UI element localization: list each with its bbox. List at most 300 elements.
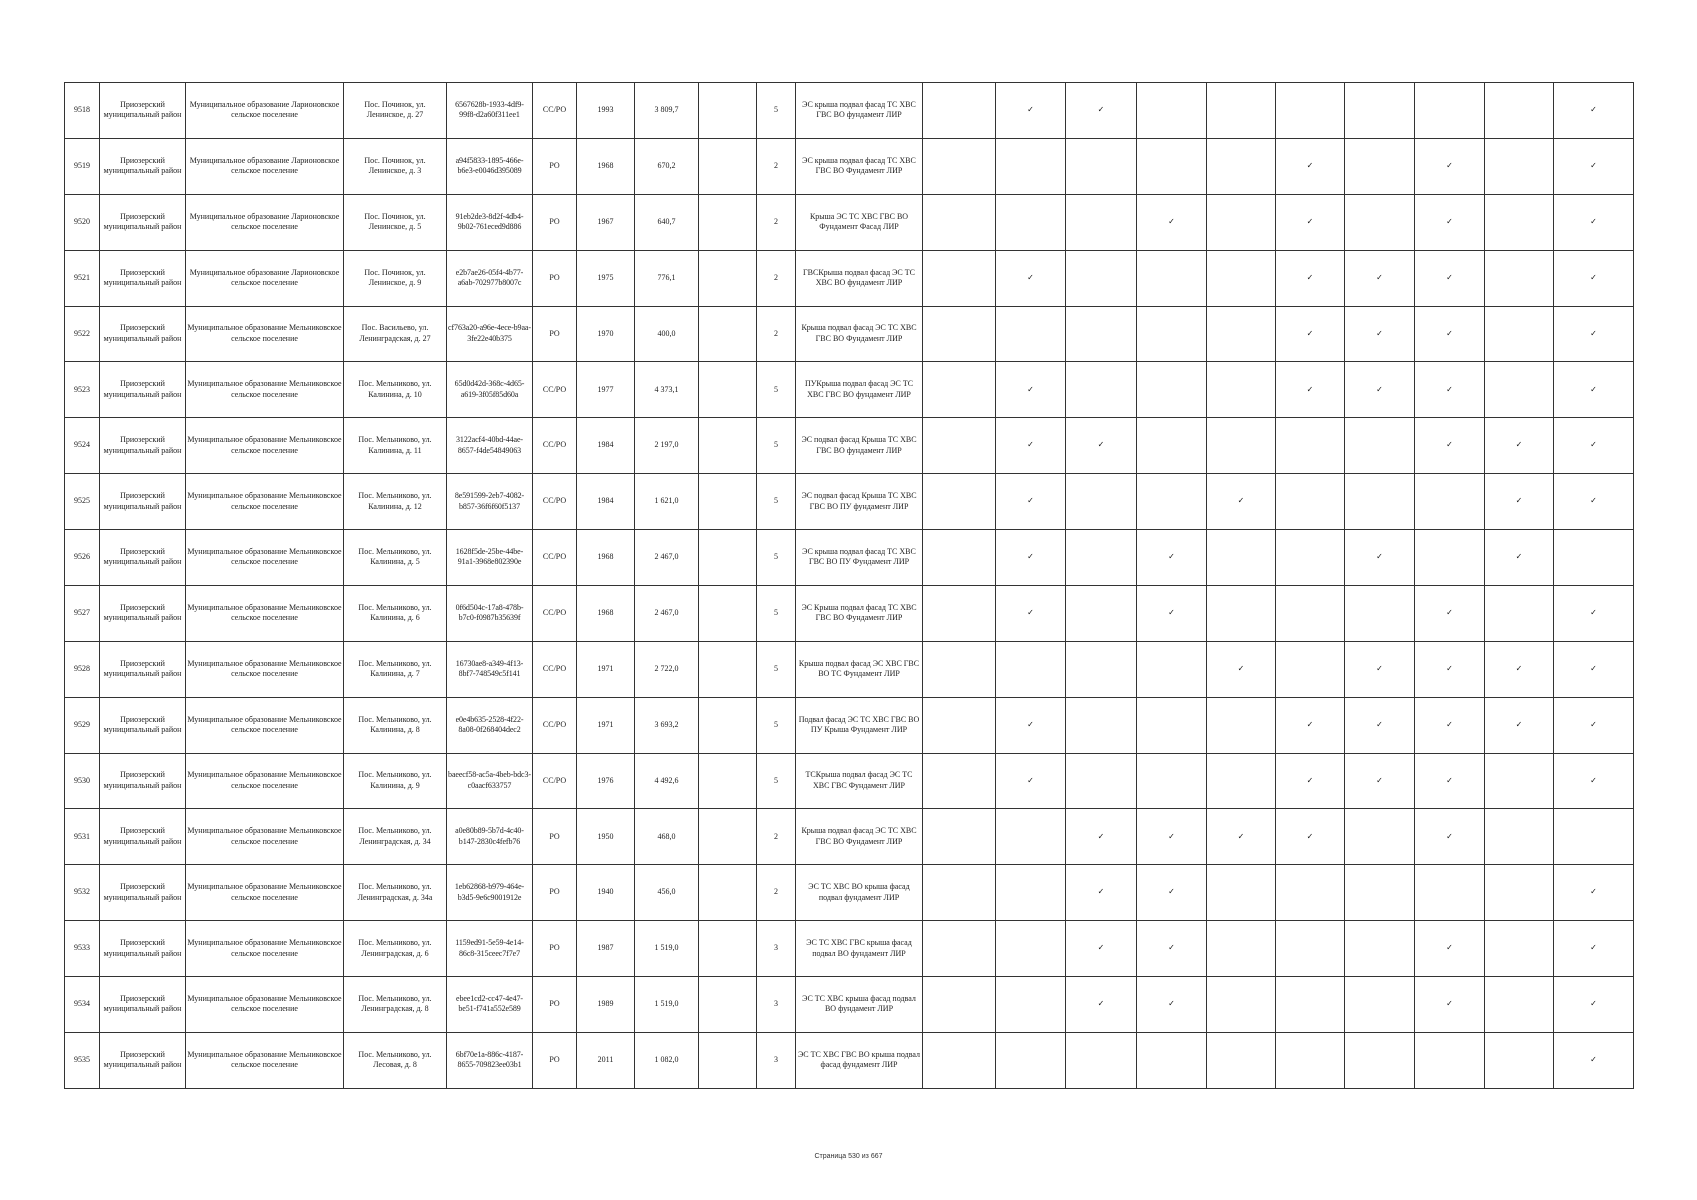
- total-area-cell: 1 519,0: [635, 921, 699, 977]
- total-area-cell: 640,7: [635, 194, 699, 250]
- build-year-cell: 1971: [577, 641, 635, 697]
- work-type-check-cell: [1415, 753, 1485, 809]
- house-guid-cell: 1628f5de-25be-44be-91a1-3968e802390e: [447, 530, 533, 586]
- build-year-cell: 1970: [577, 306, 635, 362]
- floors-cell: 2: [757, 138, 796, 194]
- check-mark-icon: ✓: [1376, 775, 1383, 785]
- work-type-check-cell: [1276, 362, 1345, 418]
- work-type-check-cell: [996, 362, 1066, 418]
- build-year-cell: 1967: [577, 194, 635, 250]
- work-type-check-cell: [1137, 530, 1207, 586]
- build-year-cell: 1984: [577, 474, 635, 530]
- address-cell: Пос. Мельниково, ул. Калинина, д. 12: [344, 474, 447, 530]
- check-mark-icon: ✓: [1590, 663, 1597, 673]
- blank-cell: [923, 362, 996, 418]
- work-type-check-cell: [1066, 1032, 1137, 1088]
- table-row: [65, 83, 1634, 139]
- district-cell: Приозерский муниципальный район: [100, 977, 186, 1033]
- work-type-check-cell: [1276, 753, 1345, 809]
- work-type-check-cell: [1276, 250, 1345, 306]
- municipality-cell: Муниципальное образование Мельниковское сельское поселение: [186, 1032, 344, 1088]
- build-year-cell: 1968: [577, 138, 635, 194]
- work-type-check-cell: [1207, 474, 1276, 530]
- work-type-check-cell: [1137, 697, 1207, 753]
- work-type-check-cell: [1485, 809, 1554, 865]
- check-mark-icon: ✓: [1446, 328, 1453, 338]
- address-cell: Пос. Мельниково, ул. Ленинградская, д. 34а: [344, 865, 447, 921]
- work-type-check-cell: [1345, 83, 1415, 139]
- work-type-check-cell: [1415, 977, 1485, 1033]
- table-row: [65, 585, 1634, 641]
- work-type-check-cell: [1276, 418, 1345, 474]
- check-mark-icon: ✓: [1446, 216, 1453, 226]
- work-type-check-cell: [1485, 641, 1554, 697]
- work-type-check-cell: [1066, 418, 1137, 474]
- row-number: 9535: [65, 1032, 100, 1088]
- work-type-check-cell: [1276, 809, 1345, 865]
- work-type-check-cell: [1485, 474, 1554, 530]
- table-row: [65, 474, 1634, 530]
- check-mark-icon: ✓: [1590, 719, 1597, 729]
- work-type-check-cell: [1276, 921, 1345, 977]
- work-type-check-cell: [996, 418, 1066, 474]
- work-type-check-cell: [1554, 530, 1634, 586]
- work-type-check-cell: [996, 809, 1066, 865]
- municipality-cell: Муниципальное образование Мельниковское сельское поселение: [186, 641, 344, 697]
- check-mark-icon: ✓: [1446, 943, 1453, 953]
- check-mark-icon: ✓: [1097, 440, 1105, 450]
- address-cell: Пос. Мельниково, ул. Калинина, д. 6: [344, 585, 447, 641]
- work-type-check-cell: [1554, 1032, 1634, 1088]
- address-cell: Пос. Мельниково, ул. Калинина, д. 7: [344, 641, 447, 697]
- work-type-check-cell: [1554, 697, 1634, 753]
- work-type-check-cell: [996, 250, 1066, 306]
- blank-cell: [923, 306, 996, 362]
- check-mark-icon: ✓: [1590, 1055, 1597, 1065]
- work-type-check-cell: [1554, 585, 1634, 641]
- row-number: 9534: [65, 977, 100, 1033]
- work-type-check-cell: [996, 83, 1066, 139]
- work-type-check-cell: [1415, 585, 1485, 641]
- works-list-cell: Крыша подвал фасад ЭС ТС ХВС ГВС ВО Фундамент ЛИР: [796, 306, 923, 362]
- work-type-check-cell: [1415, 697, 1485, 753]
- address-cell: Пос. Мельниково, ул. Ленинградская, д. 34: [344, 809, 447, 865]
- management-type-cell: РО: [533, 809, 577, 865]
- check-mark-icon: ✓: [1168, 216, 1175, 226]
- work-type-check-cell: [1554, 138, 1634, 194]
- work-type-check-cell: [1276, 83, 1345, 139]
- address-cell: Пос. Мельниково, ул. Лесовая, д. 8: [344, 1032, 447, 1088]
- works-list-cell: Подвал фасад ЭС ТС ХВС ГВС ВО ПУ Крыша Фундамент ЛИР: [796, 697, 923, 753]
- blank-cell: [699, 921, 757, 977]
- work-type-check-cell: [1415, 530, 1485, 586]
- works-list-cell: ЭС ТС ХВС ГВС ВО крыша подвал фасад фундамент ЛИР: [796, 1032, 923, 1088]
- municipality-cell: Муниципальное образование Мельниковское сельское поселение: [186, 418, 344, 474]
- floors-cell: 2: [757, 865, 796, 921]
- total-area-cell: 3 693,2: [635, 697, 699, 753]
- work-type-check-cell: [1485, 530, 1554, 586]
- district-cell: Приозерский муниципальный район: [100, 809, 186, 865]
- blank-cell: [923, 474, 996, 530]
- build-year-cell: 1987: [577, 921, 635, 977]
- check-mark-icon: ✓: [1446, 719, 1453, 729]
- floors-cell: 3: [757, 977, 796, 1033]
- house-guid-cell: a0e80b89-5b7d-4c40-b147-2830c4fefb76: [447, 809, 533, 865]
- work-type-check-cell: [1345, 418, 1415, 474]
- work-type-check-cell: [1066, 474, 1137, 530]
- district-cell: Приозерский муниципальный район: [100, 865, 186, 921]
- check-mark-icon: ✓: [1590, 775, 1597, 785]
- work-type-check-cell: [1485, 921, 1554, 977]
- row-number: 9522: [65, 306, 100, 362]
- work-type-check-cell: [1207, 418, 1276, 474]
- work-type-check-cell: [1066, 530, 1137, 586]
- work-type-check-cell: [1485, 138, 1554, 194]
- work-type-check-cell: [1415, 250, 1485, 306]
- check-mark-icon: ✓: [1376, 663, 1383, 673]
- works-list-cell: ЭС Крыша подвал фасад ТС ХВС ГВС ВО Фундамент ЛИР: [796, 585, 923, 641]
- management-type-cell: РО: [533, 865, 577, 921]
- house-guid-cell: e0e4b635-2528-4f22-8a08-0f268404dec2: [447, 697, 533, 753]
- house-guid-cell: cf763a20-a96e-4ece-b9aa-3fe22e40b375: [447, 306, 533, 362]
- work-type-check-cell: [1066, 250, 1137, 306]
- check-mark-icon: ✓: [1376, 552, 1383, 562]
- work-type-check-cell: [1345, 194, 1415, 250]
- check-mark-icon: ✓: [1306, 161, 1314, 171]
- work-type-check-cell: [1554, 474, 1634, 530]
- housing-register-table: [64, 82, 1634, 1089]
- management-type-cell: СС/РО: [533, 697, 577, 753]
- work-type-check-cell: [1554, 306, 1634, 362]
- works-list-cell: ГВСКрыша подвал фасад ЭС ТС ХВС ВО фундамент ЛИР: [796, 250, 923, 306]
- house-guid-cell: 6bf70e1a-886c-4187-8655-709823ee03b1: [447, 1032, 533, 1088]
- work-type-check-cell: [1345, 921, 1415, 977]
- total-area-cell: 1 621,0: [635, 474, 699, 530]
- municipality-cell: Муниципальное образование Мельниковское сельское поселение: [186, 865, 344, 921]
- blank-cell: [923, 921, 996, 977]
- check-mark-icon: ✓: [1590, 608, 1597, 618]
- check-mark-icon: ✓: [1027, 496, 1034, 506]
- work-type-check-cell: [1207, 306, 1276, 362]
- check-mark-icon: ✓: [1168, 552, 1175, 562]
- work-type-check-cell: [1066, 585, 1137, 641]
- build-year-cell: 1940: [577, 865, 635, 921]
- work-type-check-cell: [1276, 1032, 1345, 1088]
- work-type-check-cell: [1485, 865, 1554, 921]
- row-number: 9533: [65, 921, 100, 977]
- house-guid-cell: 0f6d504c-17a8-478b-b7c0-f0987b35639f: [447, 585, 533, 641]
- management-type-cell: СС/РО: [533, 530, 577, 586]
- municipality-cell: Муниципальное образование Мельниковское сельское поселение: [186, 530, 344, 586]
- build-year-cell: 2011: [577, 1032, 635, 1088]
- work-type-check-cell: [1554, 250, 1634, 306]
- blank-cell: [699, 585, 757, 641]
- total-area-cell: 1 082,0: [635, 1032, 699, 1088]
- work-type-check-cell: [1276, 194, 1345, 250]
- work-type-check-cell: [1276, 138, 1345, 194]
- work-type-check-cell: [1485, 977, 1554, 1033]
- work-type-check-cell: [1137, 362, 1207, 418]
- work-type-check-cell: [1345, 641, 1415, 697]
- blank-cell: [699, 250, 757, 306]
- check-mark-icon: ✓: [1590, 272, 1597, 282]
- municipality-cell: Муниципальное образование Ларионовское сельское поселение: [186, 194, 344, 250]
- check-mark-icon: ✓: [1097, 887, 1105, 897]
- municipality-cell: Муниципальное образование Ларионовское сельское поселение: [186, 138, 344, 194]
- work-type-check-cell: [1345, 250, 1415, 306]
- total-area-cell: 670,2: [635, 138, 699, 194]
- management-type-cell: СС/РО: [533, 474, 577, 530]
- work-type-check-cell: [1137, 753, 1207, 809]
- blank-cell: [923, 753, 996, 809]
- work-type-check-cell: [1415, 809, 1485, 865]
- management-type-cell: РО: [533, 306, 577, 362]
- work-type-check-cell: [1554, 809, 1634, 865]
- table-row: [65, 641, 1634, 697]
- table-row: [65, 418, 1634, 474]
- build-year-cell: 1993: [577, 83, 635, 139]
- total-area-cell: 4 492,6: [635, 753, 699, 809]
- works-list-cell: ЭС ТС ХВС крыша фасад подвал ВО фундамент ЛИР: [796, 977, 923, 1033]
- total-area-cell: 2 467,0: [635, 585, 699, 641]
- management-type-cell: СС/РО: [533, 83, 577, 139]
- house-guid-cell: 6567628b-1933-4df9-99f8-d2a60f311ee1: [447, 83, 533, 139]
- work-type-check-cell: [1485, 1032, 1554, 1088]
- table-row: [65, 306, 1634, 362]
- work-type-check-cell: [1276, 306, 1345, 362]
- municipality-cell: Муниципальное образование Ларионовское сельское поселение: [186, 250, 344, 306]
- floors-cell: 3: [757, 1032, 796, 1088]
- works-list-cell: ЭС крыша подвал фасад ТС ХВС ГВС ВО Фундамент ЛИР: [796, 138, 923, 194]
- work-type-check-cell: [1485, 306, 1554, 362]
- management-type-cell: СС/РО: [533, 362, 577, 418]
- work-type-check-cell: [1137, 418, 1207, 474]
- work-type-check-cell: [1137, 138, 1207, 194]
- management-type-cell: РО: [533, 250, 577, 306]
- table-row: [65, 1032, 1634, 1088]
- management-type-cell: СС/РО: [533, 753, 577, 809]
- district-cell: Приозерский муниципальный район: [100, 474, 186, 530]
- check-mark-icon: ✓: [1376, 272, 1383, 282]
- check-mark-icon: ✓: [1446, 775, 1453, 785]
- check-mark-icon: ✓: [1515, 496, 1523, 506]
- work-type-check-cell: [1066, 809, 1137, 865]
- blank-cell: [699, 83, 757, 139]
- work-type-check-cell: [1207, 362, 1276, 418]
- blank-cell: [699, 1032, 757, 1088]
- work-type-check-cell: [1137, 306, 1207, 362]
- municipality-cell: Муниципальное образование Мельниковское сельское поселение: [186, 809, 344, 865]
- check-mark-icon: ✓: [1027, 719, 1034, 729]
- works-list-cell: ЭС крыша подвал фасад ТС ХВС ГВС ВО фундамент ЛИР: [796, 83, 923, 139]
- check-mark-icon: ✓: [1590, 496, 1597, 506]
- work-type-check-cell: [1137, 865, 1207, 921]
- work-type-check-cell: [1415, 138, 1485, 194]
- work-type-check-cell: [1137, 83, 1207, 139]
- floors-cell: 5: [757, 362, 796, 418]
- blank-cell: [923, 138, 996, 194]
- works-list-cell: Крыша подвал фасад ЭС ТС ХВС ГВС ВО Фундамент ЛИР: [796, 809, 923, 865]
- municipality-cell: Муниципальное образование Мельниковское сельское поселение: [186, 697, 344, 753]
- address-cell: Пос. Мельниково, ул. Калинина, д. 11: [344, 418, 447, 474]
- floors-cell: 5: [757, 474, 796, 530]
- work-type-check-cell: [1207, 194, 1276, 250]
- work-type-check-cell: [1345, 753, 1415, 809]
- check-mark-icon: ✓: [1446, 440, 1453, 450]
- check-mark-icon: ✓: [1168, 608, 1175, 618]
- check-mark-icon: ✓: [1446, 161, 1453, 171]
- work-type-check-cell: [1554, 83, 1634, 139]
- table-row: [65, 809, 1634, 865]
- work-type-check-cell: [1207, 138, 1276, 194]
- check-mark-icon: ✓: [1590, 384, 1597, 394]
- check-mark-icon: ✓: [1590, 943, 1597, 953]
- blank-cell: [923, 585, 996, 641]
- work-type-check-cell: [1415, 194, 1485, 250]
- blank-cell: [923, 250, 996, 306]
- floors-cell: 5: [757, 697, 796, 753]
- district-cell: Приозерский муниципальный район: [100, 585, 186, 641]
- check-mark-icon: ✓: [1027, 105, 1034, 115]
- blank-cell: [699, 641, 757, 697]
- house-guid-cell: 3122acf4-40bd-44ae-8657-f4de54849063: [447, 418, 533, 474]
- district-cell: Приозерский муниципальный район: [100, 641, 186, 697]
- work-type-check-cell: [1276, 977, 1345, 1033]
- work-type-check-cell: [1554, 418, 1634, 474]
- row-number: 9521: [65, 250, 100, 306]
- work-type-check-cell: [1137, 809, 1207, 865]
- work-type-check-cell: [996, 865, 1066, 921]
- check-mark-icon: ✓: [1027, 384, 1034, 394]
- floors-cell: 5: [757, 83, 796, 139]
- row-number: 9531: [65, 809, 100, 865]
- check-mark-icon: ✓: [1237, 496, 1245, 506]
- work-type-check-cell: [996, 306, 1066, 362]
- table-row: [65, 362, 1634, 418]
- total-area-cell: 468,0: [635, 809, 699, 865]
- table-row: [65, 530, 1634, 586]
- check-mark-icon: ✓: [1515, 440, 1523, 450]
- work-type-check-cell: [1485, 83, 1554, 139]
- work-type-check-cell: [1276, 641, 1345, 697]
- page-footer: [0, 1153, 1697, 1160]
- work-type-check-cell: [1207, 921, 1276, 977]
- work-type-check-cell: [1485, 250, 1554, 306]
- check-mark-icon: ✓: [1590, 440, 1597, 450]
- table-row: [65, 250, 1634, 306]
- build-year-cell: 1976: [577, 753, 635, 809]
- table-row: [65, 138, 1634, 194]
- work-type-check-cell: [996, 530, 1066, 586]
- municipality-cell: Муниципальное образование Мельниковское сельское поселение: [186, 306, 344, 362]
- check-mark-icon: ✓: [1097, 105, 1105, 115]
- register-sheet: [64, 82, 1633, 1089]
- work-type-check-cell: [1415, 474, 1485, 530]
- work-type-check-cell: [1554, 194, 1634, 250]
- work-type-check-cell: [1485, 585, 1554, 641]
- floors-cell: 2: [757, 194, 796, 250]
- address-cell: Пос. Васильево, ул. Ленинградская, д. 27: [344, 306, 447, 362]
- check-mark-icon: ✓: [1097, 943, 1105, 953]
- check-mark-icon: ✓: [1027, 552, 1034, 562]
- district-cell: Приозерский муниципальный район: [100, 138, 186, 194]
- district-cell: Приозерский муниципальный район: [100, 418, 186, 474]
- check-mark-icon: ✓: [1590, 887, 1597, 897]
- house-guid-cell: 91eb2de3-8d2f-4db4-9b02-761eced9d886: [447, 194, 533, 250]
- house-guid-cell: e2b7ae26-05f4-4b77-a6ab-702977b8007c: [447, 250, 533, 306]
- works-list-cell: ПУКрыша подвал фасад ЭС ТС ХВС ГВС ВО фундамент ЛИР: [796, 362, 923, 418]
- district-cell: Приозерский муниципальный район: [100, 530, 186, 586]
- blank-cell: [699, 530, 757, 586]
- blank-cell: [699, 138, 757, 194]
- address-cell: Пос. Мельниково, ул. Ленинградская, д. 6: [344, 921, 447, 977]
- municipality-cell: Муниципальное образование Ларионовское сельское поселение: [186, 83, 344, 139]
- floors-cell: 3: [757, 921, 796, 977]
- work-type-check-cell: [1066, 306, 1137, 362]
- total-area-cell: 4 373,1: [635, 362, 699, 418]
- total-area-cell: 2 722,0: [635, 641, 699, 697]
- work-type-check-cell: [1345, 362, 1415, 418]
- work-type-check-cell: [1485, 418, 1554, 474]
- table-row: [65, 921, 1634, 977]
- total-area-cell: 776,1: [635, 250, 699, 306]
- work-type-check-cell: [996, 585, 1066, 641]
- blank-cell: [923, 418, 996, 474]
- management-type-cell: СС/РО: [533, 585, 577, 641]
- blank-cell: [699, 977, 757, 1033]
- work-type-check-cell: [1345, 809, 1415, 865]
- check-mark-icon: ✓: [1590, 105, 1597, 115]
- work-type-check-cell: [1066, 194, 1137, 250]
- work-type-check-cell: [1554, 865, 1634, 921]
- blank-cell: [923, 809, 996, 865]
- work-type-check-cell: [1554, 921, 1634, 977]
- work-type-check-cell: [1276, 474, 1345, 530]
- work-type-check-cell: [996, 641, 1066, 697]
- work-type-check-cell: [1207, 753, 1276, 809]
- house-guid-cell: baeecf58-ac5a-4beb-bdc3-c0aacf633757: [447, 753, 533, 809]
- build-year-cell: 1950: [577, 809, 635, 865]
- management-type-cell: СС/РО: [533, 418, 577, 474]
- check-mark-icon: ✓: [1168, 887, 1175, 897]
- work-type-check-cell: [1207, 697, 1276, 753]
- check-mark-icon: ✓: [1376, 719, 1383, 729]
- floors-cell: 5: [757, 530, 796, 586]
- check-mark-icon: ✓: [1590, 328, 1597, 338]
- check-mark-icon: ✓: [1446, 272, 1453, 282]
- work-type-check-cell: [1554, 641, 1634, 697]
- work-type-check-cell: [1485, 753, 1554, 809]
- work-type-check-cell: [1207, 1032, 1276, 1088]
- check-mark-icon: ✓: [1027, 272, 1034, 282]
- management-type-cell: СС/РО: [533, 641, 577, 697]
- blank-cell: [923, 83, 996, 139]
- work-type-check-cell: [1207, 809, 1276, 865]
- build-year-cell: 1968: [577, 530, 635, 586]
- blank-cell: [699, 809, 757, 865]
- house-guid-cell: 65d0d42d-368c-4d65-a619-3f05f85d60a: [447, 362, 533, 418]
- work-type-check-cell: [996, 194, 1066, 250]
- work-type-check-cell: [1066, 83, 1137, 139]
- check-mark-icon: ✓: [1168, 999, 1175, 1009]
- work-type-check-cell: [996, 1032, 1066, 1088]
- works-list-cell: ЭС подвал фасад Крыша ТС ХВС ГВС ВО фундамент ЛИР: [796, 418, 923, 474]
- work-type-check-cell: [1415, 83, 1485, 139]
- address-cell: Пос. Починок, ул. Ленинское, д. 9: [344, 250, 447, 306]
- address-cell: Пос. Починок, ул. Ленинское, д. 5: [344, 194, 447, 250]
- blank-cell: [699, 753, 757, 809]
- address-cell: Пос. Мельниково, ул. Калинина, д. 8: [344, 697, 447, 753]
